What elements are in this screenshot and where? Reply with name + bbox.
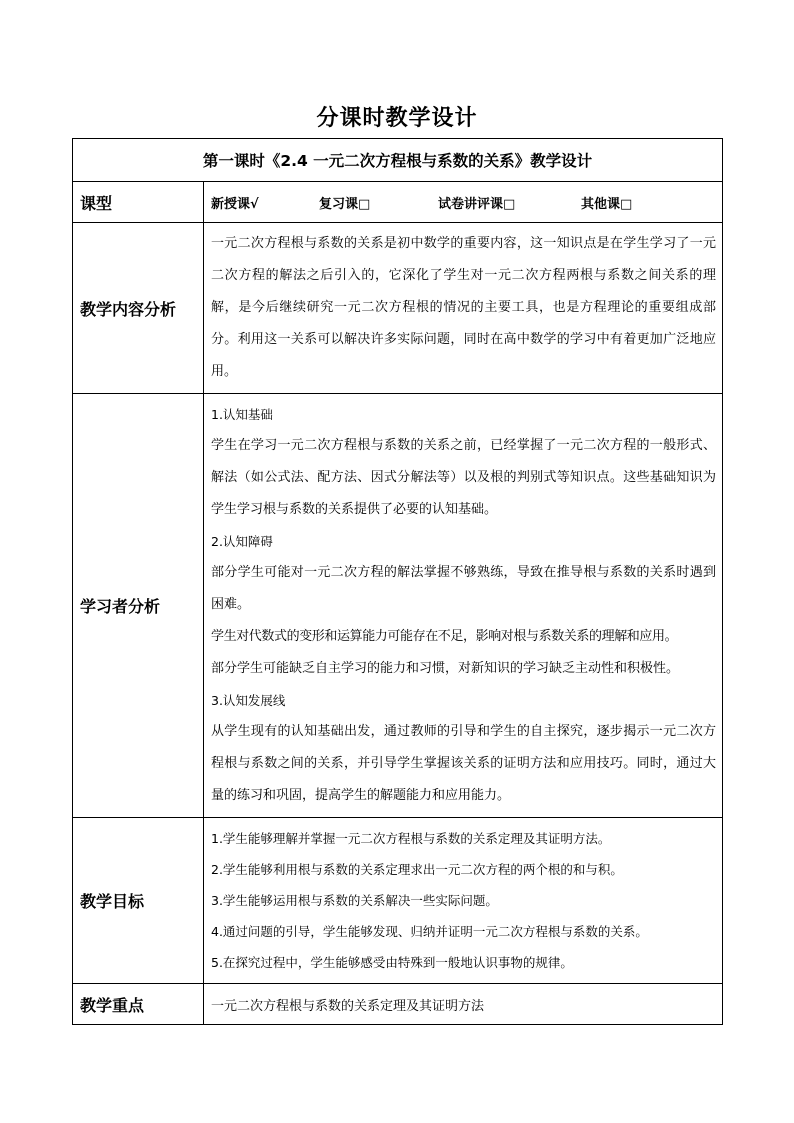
learner-section-1-text: 学生在学习一元二次方程根与系数的关系之前，已经掌握了一元二次方程的一般形式、解法（如公式法、配方法、因式分解法等）以及根的判别式等知识点。这些基础知识为学生学习根与系数的关系提供了必要的认知基础。 [211,438,716,517]
learner-analysis-label: 学习者分析 [73,394,204,818]
content-analysis-text: 一元二次方程根与系数的关系是初中数学的重要内容，这一知识点是在学生学习了一元二次方程的解法之后引入的，它深化了学生对一元二次方程两根与系数之间关系的理解，是今后继续研究一元二次方程根的情况的主要工具，也是方程理论的重要组成部分。利用这一关系可以解决许多实际问题，同时在高中数学的学习中有着更加广泛地应用。 [211,236,716,379]
learner-section-2-text-1: 部分学生可能对一元二次方程的解法掌握不够熟练，导致在推导根与系数的关系时遇到困难。 [211,565,716,612]
option-other-lesson: 其他课□ [581,196,633,212]
key-points-text: 一元二次方程根与系数的关系定理及其证明方法 [204,984,723,1025]
objective-item: 1.学生能够理解并掌握一元二次方程根与系数的关系定理及其证明方法。 [211,831,611,846]
type-row [73,182,723,223]
objectives-label: 教学目标 [73,818,204,984]
objective-item: 4.通过问题的引导，学生能够发现、归纳并证明一元二次方程根与系数的关系。 [211,924,648,939]
header-row [73,139,723,182]
objectives-cell [204,818,723,984]
learner-section-1-title: 1.认知基础 [211,407,273,422]
option-review-lesson: 复习课□ [319,196,371,212]
type-options-cell [204,182,723,223]
option-new-lesson: 新授课√ [211,196,259,212]
learner-section-2-text-3: 部分学生可能缺乏自主学习的能力和习惯，对新知识的学习缺乏主动性和积极性。 [211,661,680,676]
objective-item: 3.学生能够运用根与系数的关系解决一些实际问题。 [211,893,498,908]
key-points-row [73,984,723,1025]
content-analysis-cell [204,223,723,394]
learner-section-3-text: 从学生现有的认知基础出发，通过教师的引导和学生的自主探究，逐步揭示一元二次方程根与系数之间的关系，并引导学生掌握该关系的证明方法和应用技巧。同时，通过大量的练习和巩固，提高学生的解题能力和应用能力。 [211,724,716,803]
objective-item: 5.在探究过程中，学生能够感受由特殊到一般地认识事物的规律。 [211,955,573,970]
learner-section-2-text-2: 学生对代数式的变形和运算能力可能存在不足，影响对根与系数关系的理解和应用。 [211,629,678,644]
content-analysis-row [73,223,723,394]
lesson-plan-table [72,138,723,1025]
table-header: 第一课时《2.4 一元二次方程根与系数的关系》教学设计 [73,139,723,182]
learner-section-3-title: 3.认知发展线 [211,693,286,708]
learner-analysis-cell [204,394,723,818]
option-exam-review-lesson: 试卷讲评课□ [438,196,516,212]
type-label: 课型 [73,182,204,223]
content-analysis-label: 教学内容分析 [73,223,204,394]
learner-analysis-row [73,394,723,818]
objectives-row [73,818,723,984]
objective-item: 2.学生能够利用根与系数的关系定理求出一元二次方程的两个根的和与积。 [211,862,623,877]
learner-section-2-title: 2.认知障碍 [211,534,273,549]
page-title: 分课时教学设计 [316,106,478,131]
key-points-label: 教学重点 [73,984,204,1025]
